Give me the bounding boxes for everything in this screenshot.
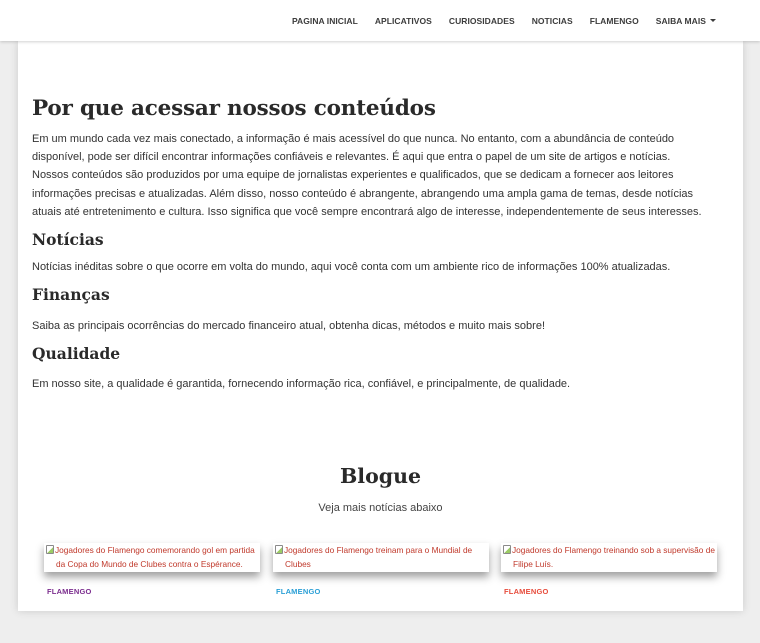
nav-item-aplicativos[interactable]: APLICATIVOS — [374, 15, 432, 26]
post-image-alt-1: Jogadores do Flamengo comemorando gol em partida da Copa do Mundo de Clubes contra o Espérance. — [55, 545, 255, 569]
broken-image-icon — [46, 545, 54, 554]
post-category-3[interactable]: FLAMENGO — [504, 587, 549, 596]
main-content — [32, 95, 706, 394]
blog-title: Blogue — [339, 464, 422, 488]
section-title-noticias: Notícias — [32, 230, 104, 250]
nav-item-noticias[interactable]: NOTICIAS — [531, 15, 573, 26]
top-navigation — [0, 0, 760, 41]
post-category-2[interactable]: FLAMENGO — [276, 587, 321, 596]
nav-item-saiba-mais[interactable] — [656, 16, 716, 26]
blog-subtitle: Veja mais notícias abaixo — [318, 502, 443, 514]
nav-item-flamengo[interactable]: FLAMENGO — [589, 15, 639, 26]
post-image-alt-3: Jogadores do Flamengo treinando sob a supervisão de Filipe Luís. — [512, 545, 715, 569]
nav-item-saiba-mais-label: SAIBA MAIS — [655, 15, 706, 26]
intro-paragraph: Em um mundo cada vez mais conectado, a informação é mais acessível do que nunca. No entanto, com a abundância de conteúdo disponível, pode ser difícil encontrar informações confiáveis e relevantes. É aqui que entra o papel de um site de artigos e notícias. Nossos conteúdos são produzidos por uma equipe de jornalistas experientes e qualificados, que se dedicam a fornecer aos leitores informações precisas e atualizadas. Além disso, nosso conteúdo é abrangente, abrangendo uma ampla gama de temas, desde notícias atuais até entretenimento e cultura. Isso significa que você sempre encontrará algo de interesse, independentemente de seus interesses. — [32, 133, 702, 218]
section-title-qualidade: Qualidade — [32, 344, 121, 364]
broken-image-icon — [503, 545, 511, 554]
section-text-qualidade: Em nosso site, a qualidade é garantida, fornecendo informação rica, confiável, e principalmente, de qualidade. — [32, 378, 571, 391]
page-title: Por que acessar nossos conteúdos — [32, 96, 436, 121]
section-text-noticias: Notícias inéditas sobre o que ocorre em volta do mundo, aqui você conta com um ambiente rico de informações 100% atualizadas. — [32, 261, 671, 274]
nav-item-pagina-inicial[interactable]: PAGINA INICIAL — [291, 15, 358, 26]
blog-post-card-2[interactable] — [273, 543, 489, 643]
blog-post-card-1[interactable] — [44, 543, 260, 643]
post-image-link-1[interactable] — [44, 543, 260, 572]
nav-menu — [275, 0, 716, 41]
post-image-link-3[interactable] — [501, 543, 717, 572]
post-image-alt-2: Jogadores do Flamengo treinam para o Mundial de Clubes — [284, 545, 473, 569]
caret-down-icon — [710, 19, 716, 22]
post-image-link-2[interactable] — [273, 543, 489, 572]
blog-post-card-3[interactable] — [501, 543, 717, 643]
post-category-1[interactable]: FLAMENGO — [47, 587, 92, 596]
section-text-financas: Saiba as principais ocorrências do mercado financeiro atual, obtenha dicas, métodos e muito mais sobre! — [32, 320, 545, 333]
broken-image-icon — [275, 545, 283, 554]
page-card — [18, 41, 743, 611]
nav-item-curiosidades[interactable]: CURIOSIDADES — [448, 15, 515, 26]
section-title-financas: Finanças — [32, 285, 110, 305]
